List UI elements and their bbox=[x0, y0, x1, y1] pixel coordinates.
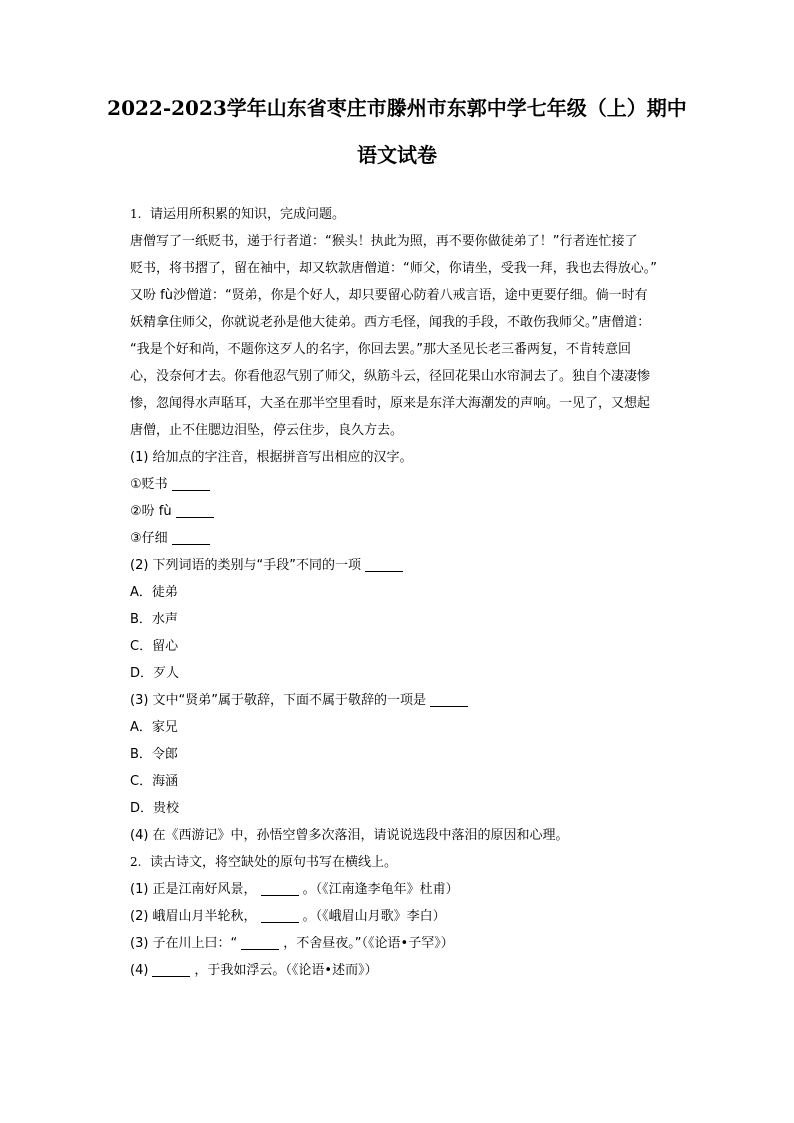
question-number: 2. bbox=[130, 855, 142, 869]
item-text: ①贬书 bbox=[130, 477, 168, 492]
passage-line: 唐僧写了一纸贬书，递于行者道：“猴头！执此为照，再不要你做徒弟了！”行者连忙接了 bbox=[130, 234, 638, 249]
option-c: C．留心 bbox=[130, 639, 179, 654]
answer-blank[interactable] bbox=[241, 935, 279, 950]
question-2-header bbox=[130, 849, 730, 876]
question-1-header bbox=[130, 201, 730, 228]
subquestion-2-label bbox=[130, 552, 730, 579]
item-text: (2) 下列词语的类别与“手段”不同的一项 bbox=[130, 558, 362, 573]
fill-item bbox=[130, 876, 730, 903]
item-text: ，于我如浮云。（《论语•述而》） bbox=[194, 963, 378, 978]
item-text: ②吩 fù bbox=[130, 504, 172, 519]
question-number: 1. bbox=[130, 207, 142, 221]
passage-line: 唐僧，止不住腮边泪坠，停云住步，良久方去。 bbox=[130, 423, 404, 438]
passage-line: 妖精拿住师父，你就说老孙是他大徒弟。西方毛怪，闻我的手段，不敢伤我师父。”唐僧道： bbox=[130, 315, 651, 330]
option-c: C．海涵 bbox=[130, 774, 179, 789]
item-text: ③仔细 bbox=[130, 531, 168, 546]
answer-blank[interactable] bbox=[261, 908, 299, 923]
fill-item bbox=[130, 957, 730, 984]
option-a: A．家兄 bbox=[130, 720, 178, 735]
exam-title: 2022-2023学年山东省枣庄市滕州市东郭中学七年级（上）期中 bbox=[107, 96, 687, 120]
passage-line: 贬书，将书摺了，留在袖中，却又软款唐僧道：“师父，你请坐，受我一拜，我也去得放心。” bbox=[130, 261, 657, 276]
item-text: (3) 子在川上曰：“ bbox=[130, 936, 238, 951]
exam-subtitle: 语文试卷 bbox=[357, 143, 437, 167]
answer-blank[interactable] bbox=[176, 503, 214, 518]
fill-item bbox=[130, 903, 730, 930]
option-b: B．水声 bbox=[130, 612, 178, 627]
option-d: D．歹人 bbox=[130, 666, 180, 681]
question-prompt: 读古诗文，将空缺处的原句书写在横线上。 bbox=[150, 855, 398, 870]
subquestion-3-label bbox=[130, 687, 730, 714]
question-prompt: 请运用所积累的知识，完成问题。 bbox=[150, 207, 346, 222]
item-text: 。（《江南逢李龟年》杜甫） bbox=[302, 882, 459, 897]
option-a: A．徒弟 bbox=[130, 585, 178, 600]
item-text: (1) 正是江南好风景， bbox=[130, 882, 257, 897]
item-text: (3) 文中“贤弟”属于敬辞，下面不属于敬辞的一项是 bbox=[130, 693, 427, 708]
subquestion-item bbox=[130, 525, 730, 552]
item-text: (2) 峨眉山月半轮秋， bbox=[130, 909, 257, 924]
answer-blank[interactable] bbox=[261, 881, 299, 896]
item-text: (4) bbox=[130, 963, 149, 978]
fill-item bbox=[130, 930, 730, 957]
exam-body bbox=[130, 201, 730, 984]
subquestion-1-label: (1) 给加点的字注音，根据拼音写出相应的汉字。 bbox=[130, 450, 413, 465]
subquestion-item bbox=[130, 498, 730, 525]
item-text: 。（《峨眉山月歌》李白） bbox=[302, 909, 446, 924]
passage-line: “我是个好和尚，不题你这歹人的名字，你回去罢。”那大圣见长老三番两复，不肯转意回 bbox=[130, 342, 631, 357]
answer-blank[interactable] bbox=[430, 692, 468, 707]
option-b: B．令郎 bbox=[130, 747, 178, 762]
subquestion-item bbox=[130, 471, 730, 498]
passage-line: 心，没奈何才去。你看他忍气别了师父，纵筋斗云，径回花果山水帘洞去了。独自个凄凄惨 bbox=[130, 369, 651, 384]
passage-line: 惨，忽闻得水声聒耳，大圣在那半空里看时，原来是东洋大海潮发的声响。一见了，又想起 bbox=[130, 396, 651, 411]
answer-blank[interactable] bbox=[172, 530, 210, 545]
subquestion-4-label: (4) 在《西游记》中，孙悟空曾多次落泪，请说说选段中落泪的原因和心理。 bbox=[130, 828, 569, 843]
answer-blank[interactable] bbox=[172, 476, 210, 491]
option-d: D．贵校 bbox=[130, 801, 180, 816]
item-text: ，不舍昼夜。”（《论语•子罕》） bbox=[283, 936, 454, 951]
answer-blank[interactable] bbox=[152, 962, 190, 977]
passage-line: 又吩 fù沙僧道：“贤弟，你是个好人，却只要留心防着八戒言语，途中更要仔细。倘一时有 bbox=[130, 288, 648, 303]
answer-blank[interactable] bbox=[365, 557, 403, 572]
